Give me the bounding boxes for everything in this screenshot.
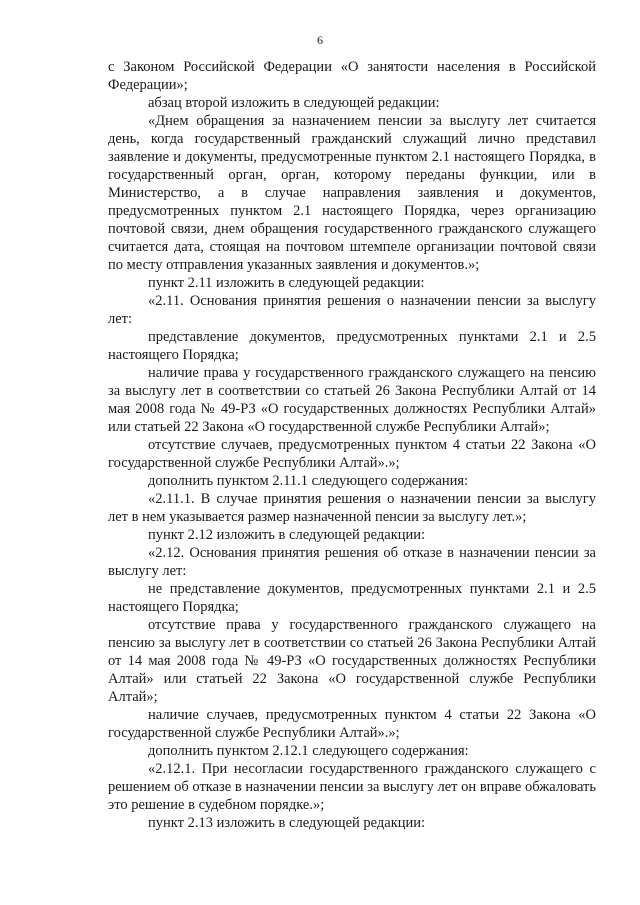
paragraph: отсутствие права у государственного гражданского служащего на пенсию за выслугу лет в соответствии со статьей 26 Закона Республики Алтай от 14 мая 2008 года № 49-РЗ «О государственных должностях Республики Алтай» или статьей 22 Закона «О государственной службе Республики Алтай»; [108, 617, 596, 705]
paragraph: представление документов, предусмотренных пунктами 2.1 и 2.5 настоящего Порядка; [108, 329, 596, 363]
paragraph: отсутствие случаев, предусмотренных пунктом 4 статьи 22 Закона «О государственной службе Республики Алтай».»; [108, 437, 596, 471]
paragraph: с Законом Российской Федерации «О занятости населения в Российской Федерации»; [108, 59, 596, 93]
document-body [108, 58, 596, 832]
paragraph: «Днем обращения за назначением пенсии за выслугу лет считается день, когда государственный гражданский служащий лично представил заявление и документы, предусмотренные пунктом 2.1 настоящего Порядка, в государственный орган, орган, которому переданы функции, или в Министерство, а в случае направления заявления и документов, предусмотренных пунктом 2.1 настоящего Порядка, через организацию почтовой связи, днем обращения государственного гражданского служащего считается дата, стоящая на почтовом штемпеле организации почтовой связи по месту отправления указанных заявления и документов.»; [108, 113, 596, 273]
paragraph: наличие случаев, предусмотренных пунктом 4 статьи 22 Закона «О государственной службе Республики Алтай».»; [108, 707, 596, 741]
paragraph: пункт 2.13 изложить в следующей редакции: [148, 815, 426, 831]
paragraph: абзац второй изложить в следующей редакции: [148, 95, 440, 111]
paragraph: «2.12.1. При несогласии государственного гражданского служащего с решением об отказе в назначении пенсии за выслугу лет он вправе обжаловать это решение в судебном порядке.»; [108, 761, 596, 813]
paragraph: дополнить пунктом 2.12.1 следующего содержания: [148, 743, 469, 759]
paragraph: пункт 2.11 изложить в следующей редакции: [148, 275, 425, 291]
paragraph: дополнить пунктом 2.11.1 следующего содержания: [148, 473, 469, 489]
page-number: 6 [317, 33, 323, 47]
paragraph: не представление документов, предусмотренных пунктами 2.1 и 2.5 настоящего Порядка; [108, 581, 596, 615]
paragraph: «2.12. Основания принятия решения об отказе в назначении пенсии за выслугу лет: [108, 545, 596, 579]
paragraph: «2.11.1. В случае принятия решения о назначении пенсии за выслугу лет в нем указывается размер назначенной пенсии за выслугу лет.»; [108, 491, 596, 525]
paragraph: «2.11. Основания принятия решения о назначении пенсии за выслугу лет: [108, 293, 596, 327]
paragraph: наличие права у государственного гражданского служащего на пенсию за выслугу лет в соответствии со статьей 26 Закона Республики Алтай от 14 мая 2008 года № 49-РЗ «О государственных должностях Республики Алтай» или статьей 22 Закона «О государственной службе Республики Алтай»; [108, 365, 596, 435]
paragraph: пункт 2.12 изложить в следующей редакции: [148, 527, 426, 543]
